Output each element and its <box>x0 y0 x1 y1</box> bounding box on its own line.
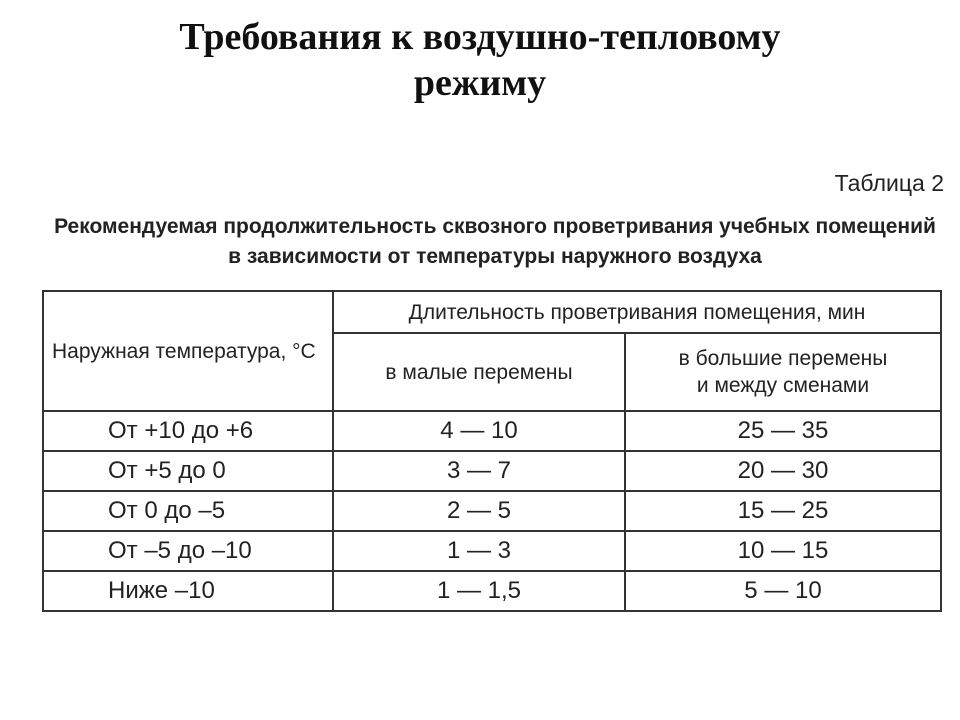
table-number: Таблица 2 <box>834 170 944 196</box>
cell-small-breaks: 3 — 7 <box>333 451 625 491</box>
table-row <box>43 451 941 491</box>
table-row <box>43 531 941 571</box>
cell-temperature: От +10 до +6 <box>43 411 333 451</box>
cell-temperature: От +5 до 0 <box>43 451 333 491</box>
header-big-breaks <box>625 333 941 411</box>
cell-big-breaks: 25 — 35 <box>625 411 941 451</box>
cell-big-breaks: 10 — 15 <box>625 531 941 571</box>
cell-small-breaks: 2 — 5 <box>333 491 625 531</box>
header-small-breaks: в малые перемены <box>333 333 625 411</box>
cell-big-breaks: 5 — 10 <box>625 571 941 611</box>
table-header-row <box>43 291 941 333</box>
slide-title <box>0 14 960 106</box>
cell-small-breaks: 1 — 1,5 <box>333 571 625 611</box>
cell-big-breaks: 15 — 25 <box>625 491 941 531</box>
table-caption-line-1: Рекомендуемая продолжительность сквозного проветривания учебных помещений <box>54 215 936 238</box>
table-caption-line-2: в зависимости от температуры наружного воздуха <box>228 245 762 268</box>
table-row <box>43 571 941 611</box>
cell-temperature: От 0 до –5 <box>43 491 333 531</box>
table-row <box>43 411 941 451</box>
table-caption <box>40 212 950 272</box>
header-big-breaks-line-1: в большие перемены <box>678 347 888 370</box>
ventilation-table <box>42 290 942 612</box>
cell-temperature: От –5 до –10 <box>43 531 333 571</box>
cell-big-breaks: 20 — 30 <box>625 451 941 491</box>
slide-title-line-1: Требования к воздушно-тепловому <box>179 16 781 58</box>
table-row <box>43 491 941 531</box>
header-big-breaks-line-2: и между сменами <box>696 374 870 397</box>
cell-small-breaks: 4 — 10 <box>333 411 625 451</box>
cell-temperature: Ниже –10 <box>43 571 333 611</box>
slide-title-line-2: режиму <box>413 62 547 104</box>
header-temperature: Наружная температура, °С <box>43 291 333 411</box>
header-duration-group: Длительность проветривания помещения, мин <box>333 291 941 333</box>
cell-small-breaks: 1 — 3 <box>333 531 625 571</box>
